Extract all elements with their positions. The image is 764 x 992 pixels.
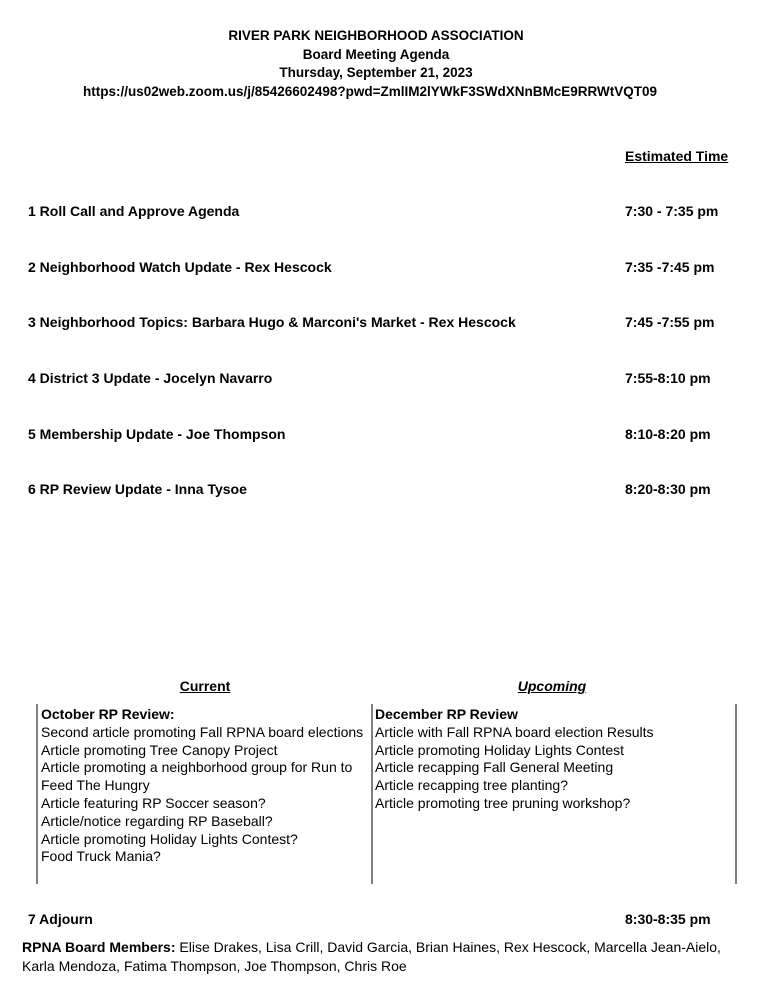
board-members bbox=[22, 938, 722, 976]
list-item: Food Truck Mania? bbox=[41, 848, 161, 865]
agenda-item-label: 3 Neighborhood Topics: Barbara Hugo & Marconi's Market - Rex Hescock bbox=[28, 314, 516, 330]
estimated-time-header: Estimated Time bbox=[625, 148, 729, 164]
list-item: Article featuring RP Soccer season? bbox=[41, 794, 266, 811]
agenda-item-label: 5 Membership Update - Joe Thompson bbox=[28, 426, 286, 442]
org-name: RIVER PARK NEIGHBORHOOD ASSOCIATION bbox=[228, 28, 524, 43]
list-item: Article/notice regarding RP Baseball? bbox=[41, 812, 273, 829]
board-members-names: Elise Drakes, Lisa Crill, David Garcia, Brian Haines, Rex Hescock, Marcella Jean-Aielo, Karla Mendoza, Fatima Thompson, Joe Thompson, Chris Roe bbox=[22, 939, 721, 974]
current-column-title: Current bbox=[179, 678, 231, 694]
agenda-item-label: 4 District 3 Update - Jocelyn Navarro bbox=[28, 370, 273, 386]
agenda-item-time: 8:20-8:30 pm bbox=[625, 481, 711, 497]
agenda-item-time: 7:55-8:10 pm bbox=[625, 370, 711, 386]
agenda-item-time: 7:30 - 7:35 pm bbox=[625, 203, 719, 219]
list-item: Article recapping Fall General Meeting bbox=[375, 759, 614, 776]
page-title: Board Meeting Agenda bbox=[302, 47, 450, 62]
current-review-heading: October RP Review: bbox=[41, 706, 175, 722]
agenda-item-time: 8:10-8:20 pm bbox=[625, 426, 711, 442]
current-review-list bbox=[41, 706, 366, 866]
agenda-item-time: 7:45 -7:55 pm bbox=[625, 314, 715, 330]
zoom-link[interactable]: https://us02web.zoom.us/j/85426602498?pwd=ZmlIM2lYWkF3SWdXNnBMcE9RRWtVQT09 bbox=[82, 84, 657, 99]
agenda-item-time: 7:35 -7:45 pm bbox=[625, 259, 715, 275]
meeting-date: Thursday, September 21, 2023 bbox=[279, 65, 473, 80]
adjourn-label: 7 Adjourn bbox=[28, 911, 93, 927]
agenda-item-label: 2 Neighborhood Watch Update - Rex Hescock bbox=[28, 259, 332, 275]
adjourn-time: 8:30-8:35 pm bbox=[625, 911, 711, 927]
list-item: Article recapping tree planting? bbox=[375, 777, 569, 794]
list-item: Article promoting Holiday Lights Contest? bbox=[41, 830, 298, 847]
upcoming-review-list bbox=[375, 706, 730, 813]
list-item: Article promoting Tree Canopy Project bbox=[41, 741, 278, 758]
list-item: Article with Fall RPNA board election Results bbox=[375, 723, 654, 740]
upcoming-column-title: Upcoming bbox=[517, 678, 587, 694]
upcoming-review-heading: December RP Review bbox=[375, 706, 518, 722]
agenda-item-label: 1 Roll Call and Approve Agenda bbox=[28, 203, 240, 219]
list-item: Article promoting a neighborhood group for Run to Feed The Hungry bbox=[41, 759, 353, 794]
board-members-label: RPNA Board Members: bbox=[22, 939, 176, 955]
agenda-item-label: 6 RP Review Update - Inna Tysoe bbox=[28, 481, 247, 497]
list-item: Article promoting tree pruning workshop? bbox=[375, 794, 631, 811]
list-item: Second article promoting Fall RPNA board elections bbox=[41, 723, 364, 740]
list-item: Article promoting Holiday Lights Contest bbox=[375, 741, 625, 758]
